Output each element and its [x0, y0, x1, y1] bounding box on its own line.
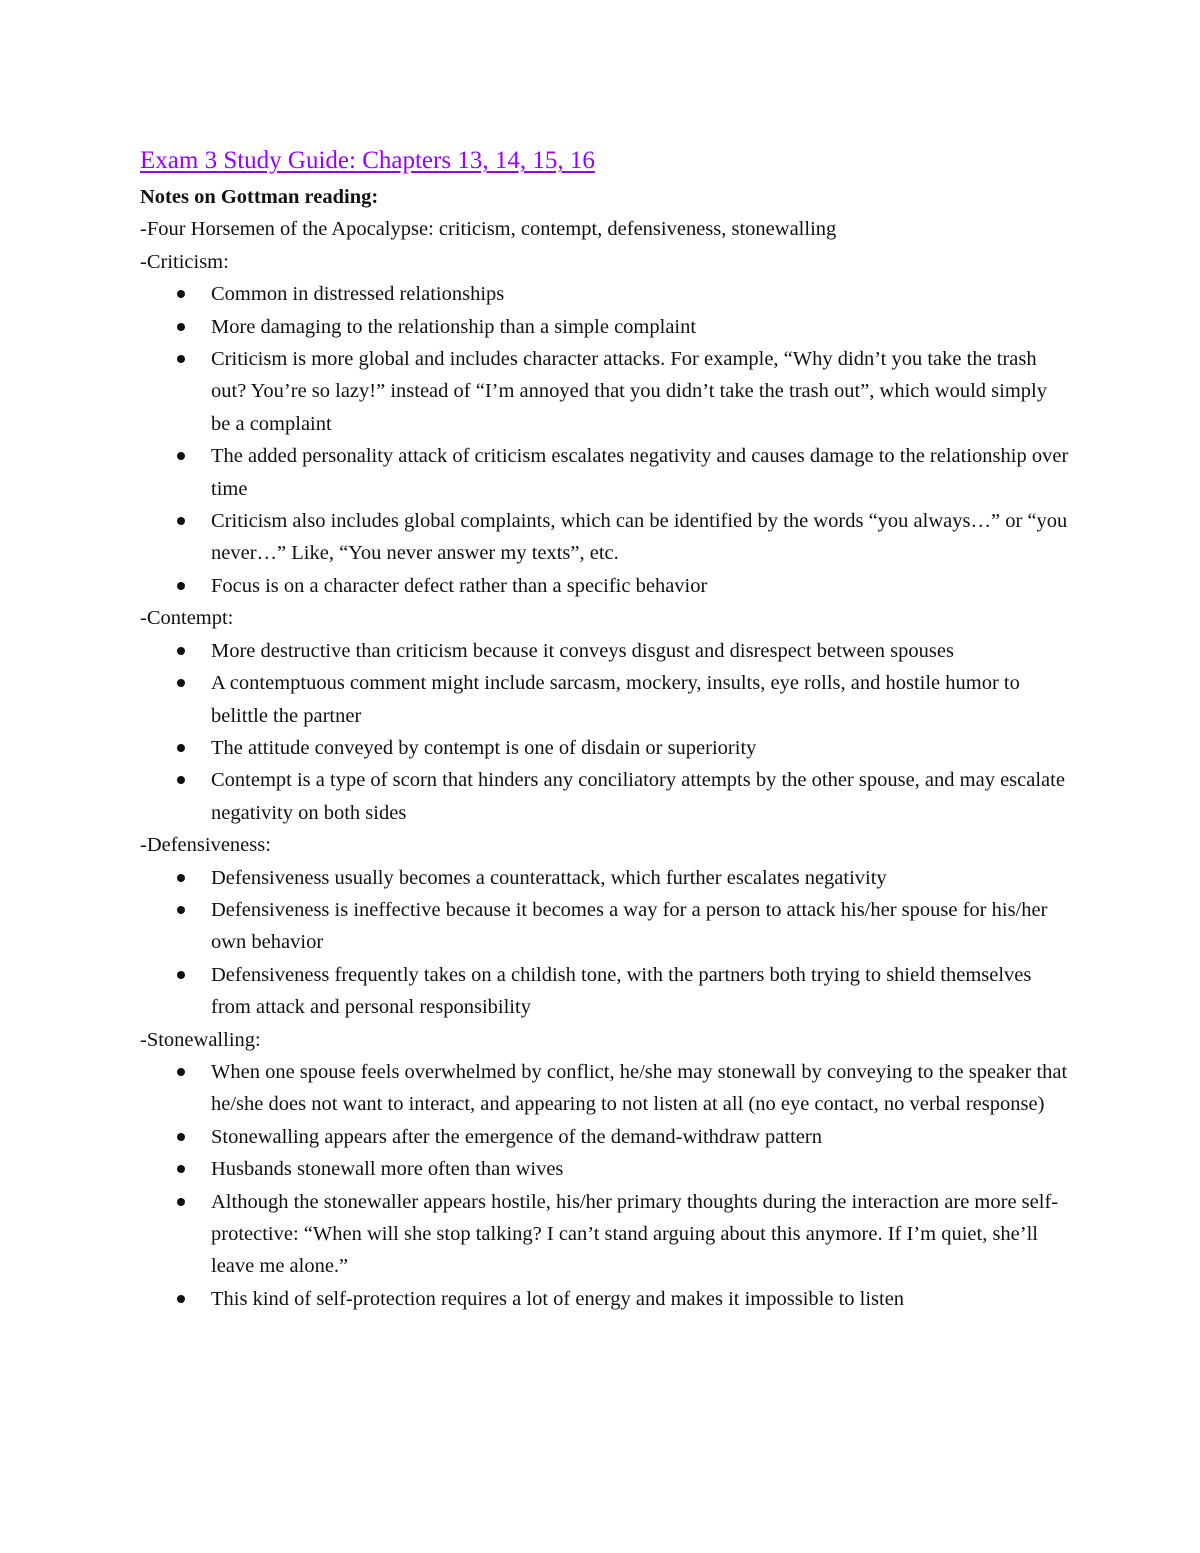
section-heading-stonewalling: -Stonewalling:: [140, 1028, 261, 1051]
list-item: The attitude conveyed by contempt is one of disdain or superiority: [140, 732, 1070, 764]
bullet-icon: [177, 744, 185, 752]
bullet-icon: [177, 776, 185, 784]
bullet-icon: [177, 290, 185, 298]
list-item: When one spouse feels overwhelmed by conflict, he/she may stonewall by conveying to the speaker that he/she does not want to interact, and appearing to not listen at all (no eye contact, no verbal response): [140, 1056, 1070, 1121]
list-item: Defensiveness usually becomes a counterattack, which further escalates negativity: [140, 862, 1070, 894]
section-heading-criticism: -Criticism:: [140, 250, 229, 273]
list-item: More destructive than criticism because it conveys disgust and disrespect between spouses: [140, 635, 1070, 667]
bullet-icon: [177, 971, 185, 979]
bullet-icon: [177, 1295, 185, 1303]
list-item: Contempt is a type of scorn that hinders any conciliatory attempts by the other spouse, and may escalate negativity on both sides: [140, 764, 1070, 829]
document-page: [140, 141, 1070, 1315]
list-item: Common in distressed relationships: [140, 278, 1070, 310]
bullet-list-stonewalling: [140, 1056, 1070, 1315]
list-item: Defensiveness frequently takes on a childish tone, with the partners both trying to shield themselves from attack and personal responsibility: [140, 959, 1070, 1024]
list-item: This kind of self-protection requires a lot of energy and makes it impossible to listen: [140, 1283, 1070, 1315]
page-title: Exam 3 Study Guide: Chapters 13, 14, 15, 16: [140, 147, 595, 174]
bullet-icon: [177, 874, 185, 882]
list-item: Focus is on a character defect rather than a specific behavior: [140, 570, 1070, 602]
bullet-icon: [177, 582, 185, 590]
section-subtitle: Notes on Gottman reading:: [140, 186, 379, 208]
section-heading-defensiveness: -Defensiveness:: [140, 834, 271, 857]
list-item: Criticism also includes global complaints, which can be identified by the words “you always…” or “you never…” Like, “You never answer my texts”, etc.: [140, 505, 1070, 570]
bullet-icon: [177, 1198, 185, 1206]
bullet-icon: [177, 1165, 185, 1173]
list-item: Defensiveness is ineffective because it becomes a way for a person to attack his/her spouse for his/her own behavior: [140, 894, 1070, 959]
list-item: Criticism is more global and includes character attacks. For example, “Why didn’t you take the trash out? You’re so lazy!” instead of “I’m annoyed that you didn’t take the trash out”, which would simply be a complaint: [140, 343, 1070, 440]
intro-line: -Four Horsemen of the Apocalypse: criticism, contempt, defensiveness, stonewalling: [140, 218, 837, 241]
bullet-icon: [177, 1068, 185, 1076]
bullet-icon: [177, 1133, 185, 1141]
bullet-icon: [177, 679, 185, 687]
list-item: The added personality attack of criticism escalates negativity and causes damage to the relationship over time: [140, 440, 1070, 505]
list-item: Although the stonewaller appears hostile, his/her primary thoughts during the interaction are more self-protective: “When will she stop talking? I can’t stand arguing about this anymore. If I’m quiet, she’ll leave me alone.”: [140, 1186, 1070, 1283]
bullet-icon: [177, 323, 185, 331]
list-item: A contemptuous comment might include sarcasm, mockery, insults, eye rolls, and hostile humor to belittle the partner: [140, 667, 1070, 732]
list-item: Stonewalling appears after the emergence of the demand-withdraw pattern: [140, 1121, 1070, 1153]
bullet-icon: [177, 647, 185, 655]
bullet-list-contempt: [140, 635, 1070, 829]
bullet-icon: [177, 355, 185, 363]
bullet-list-defensiveness: [140, 862, 1070, 1024]
list-item: Husbands stonewall more often than wives: [140, 1153, 1070, 1185]
bullet-list-criticism: [140, 278, 1070, 602]
bullet-icon: [177, 517, 185, 525]
list-item: More damaging to the relationship than a simple complaint: [140, 311, 1070, 343]
bullet-icon: [177, 452, 185, 460]
section-heading-contempt: -Contempt:: [140, 607, 234, 630]
bullet-icon: [177, 906, 185, 914]
